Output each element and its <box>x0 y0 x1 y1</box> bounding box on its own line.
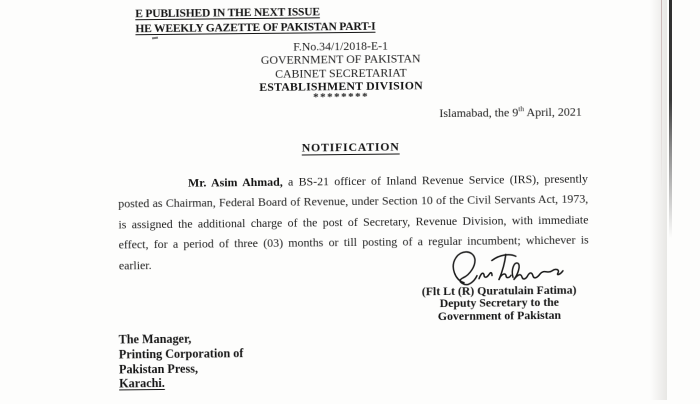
signatory-title-line1: Deputy Secretary to the <box>439 295 560 311</box>
notification-title-container <box>240 137 462 157</box>
body-line-3: is assigned the additional charge of the post of Secretary, Revenue Division, with immediate <box>118 212 589 232</box>
body-line-5: earlier. <box>118 257 152 273</box>
gazette-note-line1: E PUBLISHED IN THE NEXT ISSUE <box>135 6 320 21</box>
dateline <box>439 105 582 121</box>
org-government: GOVERNMENT OF PAKISTAN <box>260 51 421 68</box>
signatory-name: (Flt Lt (R) Quratulain Fatima) <box>421 282 577 299</box>
body-line-2: posted as Chairman, Federal Board of Revenue, under Section 10 of the Civil Servants Act, 1973, <box>118 191 589 211</box>
org-division: ESTABLISHMENT DIVISION <box>259 78 423 94</box>
signatory-title-line2: Government of Pakistan <box>437 307 562 323</box>
letterhead-separator: ******** <box>313 90 370 104</box>
dateline-prefix: Islamabad, the 9 <box>439 105 519 121</box>
gazette-note-line2: HE WEEKLY GAZETTE OF PAKISTAN PART-I <box>135 20 376 35</box>
notification-title: NOTIFICATION <box>301 139 400 155</box>
addressee-line3: Pakistan Press, <box>118 361 199 377</box>
letterhead <box>229 39 454 104</box>
gazette-publication-note <box>135 5 375 37</box>
addressee-line1: The Manager, <box>118 331 192 347</box>
body-line-1-rest: a BS-21 officer of Inland Revenue Service (IRS), presently <box>282 171 589 189</box>
dateline-suffix: April, 2021 <box>524 104 582 120</box>
addressee-block <box>119 331 244 391</box>
file-number: F.No.34/1/2018-E-1 <box>293 38 389 54</box>
officer-name: Mr. Asim Ahmad, <box>187 174 283 190</box>
dateline-ordinal-superscript: th <box>518 104 525 114</box>
signatory-block <box>413 284 585 323</box>
org-secretariat: CABINET SECRETARIAT <box>275 64 407 81</box>
addressee-city: Karachi. <box>119 376 165 391</box>
body-line-4: effect, for a period of three (03) months or till posting of a regular incumbent; whichever is <box>118 232 589 252</box>
addressee-line2: Printing Corporation of <box>118 345 244 362</box>
